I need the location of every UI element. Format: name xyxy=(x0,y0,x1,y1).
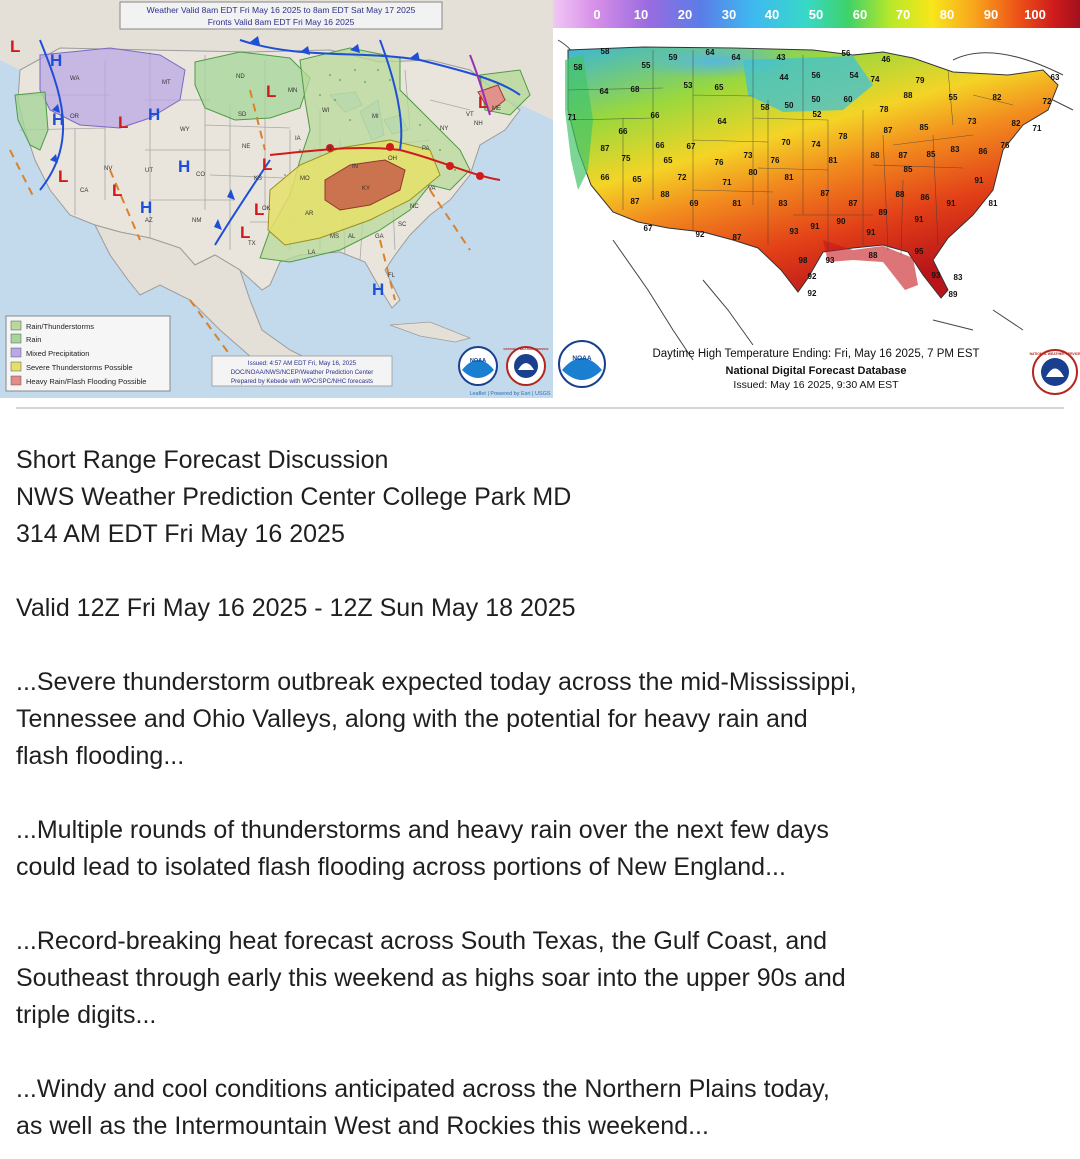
headline-line: flash flooding... xyxy=(16,742,185,770)
colorbar-tick: 100 xyxy=(1024,7,1046,22)
state-label: AL xyxy=(348,234,356,240)
high-pressure-center: H xyxy=(148,105,161,124)
temp-label: 98 xyxy=(798,256,808,265)
map-images xyxy=(0,0,1080,400)
temp-label: 91 xyxy=(866,228,876,237)
temp-label: 83 xyxy=(950,145,960,154)
headline-line: ...Record-breaking heat forecast across South Texas, the Gulf Coast, and xyxy=(16,927,828,955)
temp-label: 58 xyxy=(760,103,770,112)
temp-label: 73 xyxy=(743,151,753,160)
state-label: OR xyxy=(70,114,79,120)
temp-label: 87 xyxy=(820,189,830,198)
temp-label: 82 xyxy=(1011,119,1021,128)
svg-text:NATIONAL WEATHER SERVICE: NATIONAL WEATHER SERVICE xyxy=(503,347,549,351)
temp-label: 92 xyxy=(807,272,817,281)
temp-label: 64 xyxy=(705,48,715,57)
legend-swatch xyxy=(11,321,21,330)
state-label: MN xyxy=(288,88,298,94)
svg-text:NATIONAL WEATHER SERVICE: NATIONAL WEATHER SERVICE xyxy=(1029,352,1080,356)
headline-line: ...Windy and cool conditions anticipated across the Northern Plains today, xyxy=(16,1075,830,1103)
state-label: LA xyxy=(308,250,316,256)
state-label: CO xyxy=(196,172,205,178)
temp-label: 79 xyxy=(915,76,925,85)
colorbar-tick: 70 xyxy=(895,7,911,22)
temp-label: 46 xyxy=(881,55,891,64)
temp-label: 82 xyxy=(992,93,1002,102)
colorbar-tick: 60 xyxy=(852,7,868,22)
temp-label: 54 xyxy=(849,71,859,80)
map-header-line2: Fronts Valid 8am EDT Fri May 16 2025 xyxy=(207,17,355,27)
high-pressure-center: H xyxy=(140,198,153,217)
temp-label: 81 xyxy=(988,199,998,208)
temp-label: 87 xyxy=(630,197,640,206)
temp-label: 50 xyxy=(784,101,794,110)
temp-label: 91 xyxy=(974,176,984,185)
low-pressure-center: L xyxy=(10,37,21,56)
issued-line: Issued: 4:57 AM EDT Fri, May 16, 2025 xyxy=(247,360,357,367)
temp-label: 88 xyxy=(903,91,913,100)
temp-label: 66 xyxy=(600,173,610,182)
state-label: SC xyxy=(398,222,407,228)
temp-label: 55 xyxy=(948,93,958,102)
temp-label: 64 xyxy=(717,117,727,126)
temp-label: 74 xyxy=(870,75,880,84)
temp-label: 89 xyxy=(948,290,958,299)
temp-label: 76 xyxy=(1000,141,1010,150)
temp-label: 88 xyxy=(870,151,880,160)
temp-label: 65 xyxy=(663,156,673,165)
noaa-logo-icon xyxy=(459,347,497,385)
temp-label: 81 xyxy=(784,173,794,182)
temp-label: 88 xyxy=(868,251,878,260)
headline-line: ...Severe thunderstorm outbreak expected today across the mid-Mississippi, xyxy=(16,668,857,696)
state-label: MT xyxy=(162,80,171,86)
colorbar-tick: 10 xyxy=(633,7,649,22)
temp-label: 60 xyxy=(843,95,853,104)
state-label: CA xyxy=(80,188,89,194)
temp-label: 87 xyxy=(898,151,908,160)
temp-label: 44 xyxy=(779,73,789,82)
state-label: SD xyxy=(238,112,247,118)
temp-label: 81 xyxy=(828,156,838,165)
state-label: NE xyxy=(242,144,251,150)
low-pressure-center: L xyxy=(254,200,265,219)
temp-map-issued: Issued: May 16 2025, 9:30 AM EST xyxy=(733,379,899,391)
legend-swatch xyxy=(11,376,21,385)
temp-label: 93 xyxy=(825,256,835,265)
map-attribution[interactable]: Leaflet | Powered by Esri | USGS xyxy=(469,391,551,397)
temp-label: 58 xyxy=(573,63,583,72)
legend-label: Heavy Rain/Flash Flooding Possible xyxy=(26,377,147,386)
temp-label: 65 xyxy=(632,175,642,184)
temp-label: 66 xyxy=(618,127,628,136)
state-label: WI xyxy=(322,108,330,114)
temp-label: 86 xyxy=(920,193,930,202)
headline-line: could lead to isolated flash flooding across portions of New England... xyxy=(16,853,786,881)
temp-label: 71 xyxy=(722,178,732,187)
temp-label: 72 xyxy=(677,173,687,182)
state-label: AZ xyxy=(145,218,153,224)
temp-label: 71 xyxy=(1032,124,1042,133)
state-label: WA xyxy=(70,76,80,82)
legend-label: Rain xyxy=(26,335,42,344)
state-label: MS xyxy=(330,234,339,240)
low-pressure-center: L xyxy=(112,181,123,200)
temp-label: 66 xyxy=(650,111,660,120)
map-header-line1: Weather Valid 8am EDT Fri May 16 2025 to 8am EDT Sat May 17 2025 xyxy=(146,5,416,15)
temp-label: 66 xyxy=(655,141,665,150)
state-label: ND xyxy=(236,74,245,80)
temp-label: 70 xyxy=(781,138,791,147)
headline-line: as well as the Intermountain West and Rockies this weekend... xyxy=(16,1112,709,1140)
temp-label: 64 xyxy=(731,53,741,62)
low-pressure-center: L xyxy=(58,167,69,186)
low-pressure-center: L xyxy=(266,82,277,101)
temp-label: 90 xyxy=(836,217,846,226)
temp-label: 53 xyxy=(683,81,693,90)
temp-label: 88 xyxy=(660,190,670,199)
state-label: VT xyxy=(466,112,474,118)
colorbar-tick: 20 xyxy=(677,7,693,22)
temp-label: 68 xyxy=(630,85,640,94)
temp-label: 58 xyxy=(600,47,610,56)
state-label: UT xyxy=(145,168,153,174)
temp-label: 91 xyxy=(946,199,956,208)
colorbar-tick: 50 xyxy=(808,7,824,22)
temp-label: 43 xyxy=(776,53,786,62)
legend-swatch xyxy=(11,362,21,371)
temp-label: 63 xyxy=(1050,73,1060,82)
state-label: NC xyxy=(410,204,419,210)
map-legend xyxy=(6,316,170,391)
temp-label: 50 xyxy=(811,95,821,104)
temp-label: 72 xyxy=(1042,97,1052,106)
colorbar-tick: 0 xyxy=(593,7,601,22)
legend-label: Rain/Thunderstorms xyxy=(26,322,94,331)
state-label: GA xyxy=(375,234,384,240)
temp-label: 85 xyxy=(919,123,929,132)
state-label: IL xyxy=(328,146,334,152)
discussion-title: Short Range Forecast Discussion xyxy=(16,446,389,474)
temp-label: 75 xyxy=(621,154,631,163)
colorbar-tick: 40 xyxy=(764,7,780,22)
svg-text:NOAA: NOAA xyxy=(469,358,487,364)
high-pressure-center: H xyxy=(178,157,191,176)
temp-label: 88 xyxy=(895,190,905,199)
section-divider xyxy=(16,407,1064,409)
state-label: KS xyxy=(254,176,263,182)
state-label: WY xyxy=(180,127,190,133)
temp-label: 52 xyxy=(812,110,822,119)
temp-label: 91 xyxy=(914,215,924,224)
temp-label: 64 xyxy=(599,87,609,96)
state-label: OK xyxy=(262,206,271,212)
temp-label: 78 xyxy=(879,105,889,114)
state-label: TX xyxy=(248,241,256,247)
low-pressure-center: L xyxy=(478,93,489,112)
temp-label: 89 xyxy=(878,208,888,217)
state-label: MO xyxy=(300,176,310,182)
state-label: MI xyxy=(372,114,379,120)
high-pressure-center: H xyxy=(50,51,63,70)
nws-logo-icon xyxy=(1030,350,1080,394)
temp-label: 81 xyxy=(732,199,742,208)
state-label: ME xyxy=(492,106,501,112)
legend-swatch xyxy=(11,348,21,357)
temp-label: 65 xyxy=(714,83,724,92)
legend-label: Severe Thunderstorms Possible xyxy=(26,363,133,372)
issued-line: DOC/NOAA/NWS/NCEP/Weather Prediction Center xyxy=(230,369,374,376)
state-label: NY xyxy=(440,126,449,132)
colorbar-tick: 30 xyxy=(721,7,737,22)
temp-label: 87 xyxy=(600,144,610,153)
state-label: NM xyxy=(192,218,202,224)
temp-map-source: National Digital Forecast Database xyxy=(725,365,907,377)
headline-line: triple digits... xyxy=(16,1001,157,1029)
low-pressure-center: L xyxy=(118,113,129,132)
low-pressure-center: L xyxy=(240,223,251,242)
temp-label: 93 xyxy=(931,271,941,280)
wpc-weather-map[interactable] xyxy=(0,0,553,398)
headline-line: Tennessee and Ohio Valleys, along with the potential for heavy rain and xyxy=(16,705,808,733)
temp-label: 78 xyxy=(838,132,848,141)
colorbar-tick: 90 xyxy=(983,7,999,22)
svg-text:NOAA: NOAA xyxy=(572,355,592,362)
temp-label: 92 xyxy=(695,230,705,239)
low-pressure-center: L xyxy=(262,155,273,174)
temp-label: 71 xyxy=(567,113,577,122)
state-label: IA xyxy=(295,136,301,142)
discussion-issued: 314 AM EDT Fri May 16 2025 xyxy=(16,520,345,548)
state-label: OH xyxy=(388,156,397,162)
issued-line: Prepared by Kebede with WPC/SPC/NHC forecasts xyxy=(230,378,374,385)
temp-label: 83 xyxy=(953,273,963,282)
temp-label: 93 xyxy=(789,227,799,236)
temp-label: 56 xyxy=(841,49,851,58)
temp-label: 91 xyxy=(810,222,820,231)
temp-label: 80 xyxy=(748,168,758,177)
temp-label: 55 xyxy=(641,61,651,70)
legend-label: Mixed Precipitation xyxy=(26,349,90,358)
temp-label: 76 xyxy=(714,158,724,167)
temp-label: 67 xyxy=(643,224,653,233)
state-label: NV xyxy=(104,166,113,172)
temp-label: 85 xyxy=(926,150,936,159)
temp-label: 59 xyxy=(668,53,678,62)
noaa-logo-icon xyxy=(559,341,605,387)
temp-label: 83 xyxy=(778,199,788,208)
temp-label: 56 xyxy=(811,71,821,80)
headline-line: Southeast through early this weekend as highs soar into the upper 90s and xyxy=(16,964,846,992)
state-label: VA xyxy=(428,186,436,192)
forecast-discussion xyxy=(16,442,1066,1145)
temp-label: 95 xyxy=(914,247,924,256)
temp-label: 69 xyxy=(689,199,699,208)
temp-label: 86 xyxy=(978,147,988,156)
temp-label: 92 xyxy=(807,289,817,298)
state-label: AR xyxy=(305,211,314,217)
temp-label: 67 xyxy=(686,142,696,151)
temp-label: 87 xyxy=(883,126,893,135)
discussion-valid: Valid 12Z Fri May 16 2025 - 12Z Sun May 18 2025 xyxy=(16,594,576,622)
temp-label: 76 xyxy=(770,156,780,165)
headline-line: ...Multiple rounds of thunderstorms and heavy rain over the next few days xyxy=(16,816,829,844)
discussion-office: NWS Weather Prediction Center College Park MD xyxy=(16,483,572,511)
state-label: IN xyxy=(352,164,358,170)
colorbar-tick: 80 xyxy=(939,7,955,22)
state-label: PA xyxy=(422,146,430,152)
legend-swatch xyxy=(11,334,21,343)
temp-map-caption: Daytime High Temperature Ending: Fri, May 16 2025, 7 PM EST xyxy=(652,348,980,360)
temp-label: 74 xyxy=(811,140,821,149)
temp-label: 87 xyxy=(848,199,858,208)
temp-label: 87 xyxy=(732,233,742,242)
state-label: NH xyxy=(474,121,483,127)
high-pressure-center: H xyxy=(52,110,65,129)
state-label: FL xyxy=(388,273,396,279)
temp-label: 85 xyxy=(903,165,913,174)
ndfd-temperature-map[interactable] xyxy=(553,0,1080,400)
state-label: KY xyxy=(362,186,371,192)
temp-label: 73 xyxy=(967,117,977,126)
high-pressure-center: H xyxy=(372,280,385,299)
